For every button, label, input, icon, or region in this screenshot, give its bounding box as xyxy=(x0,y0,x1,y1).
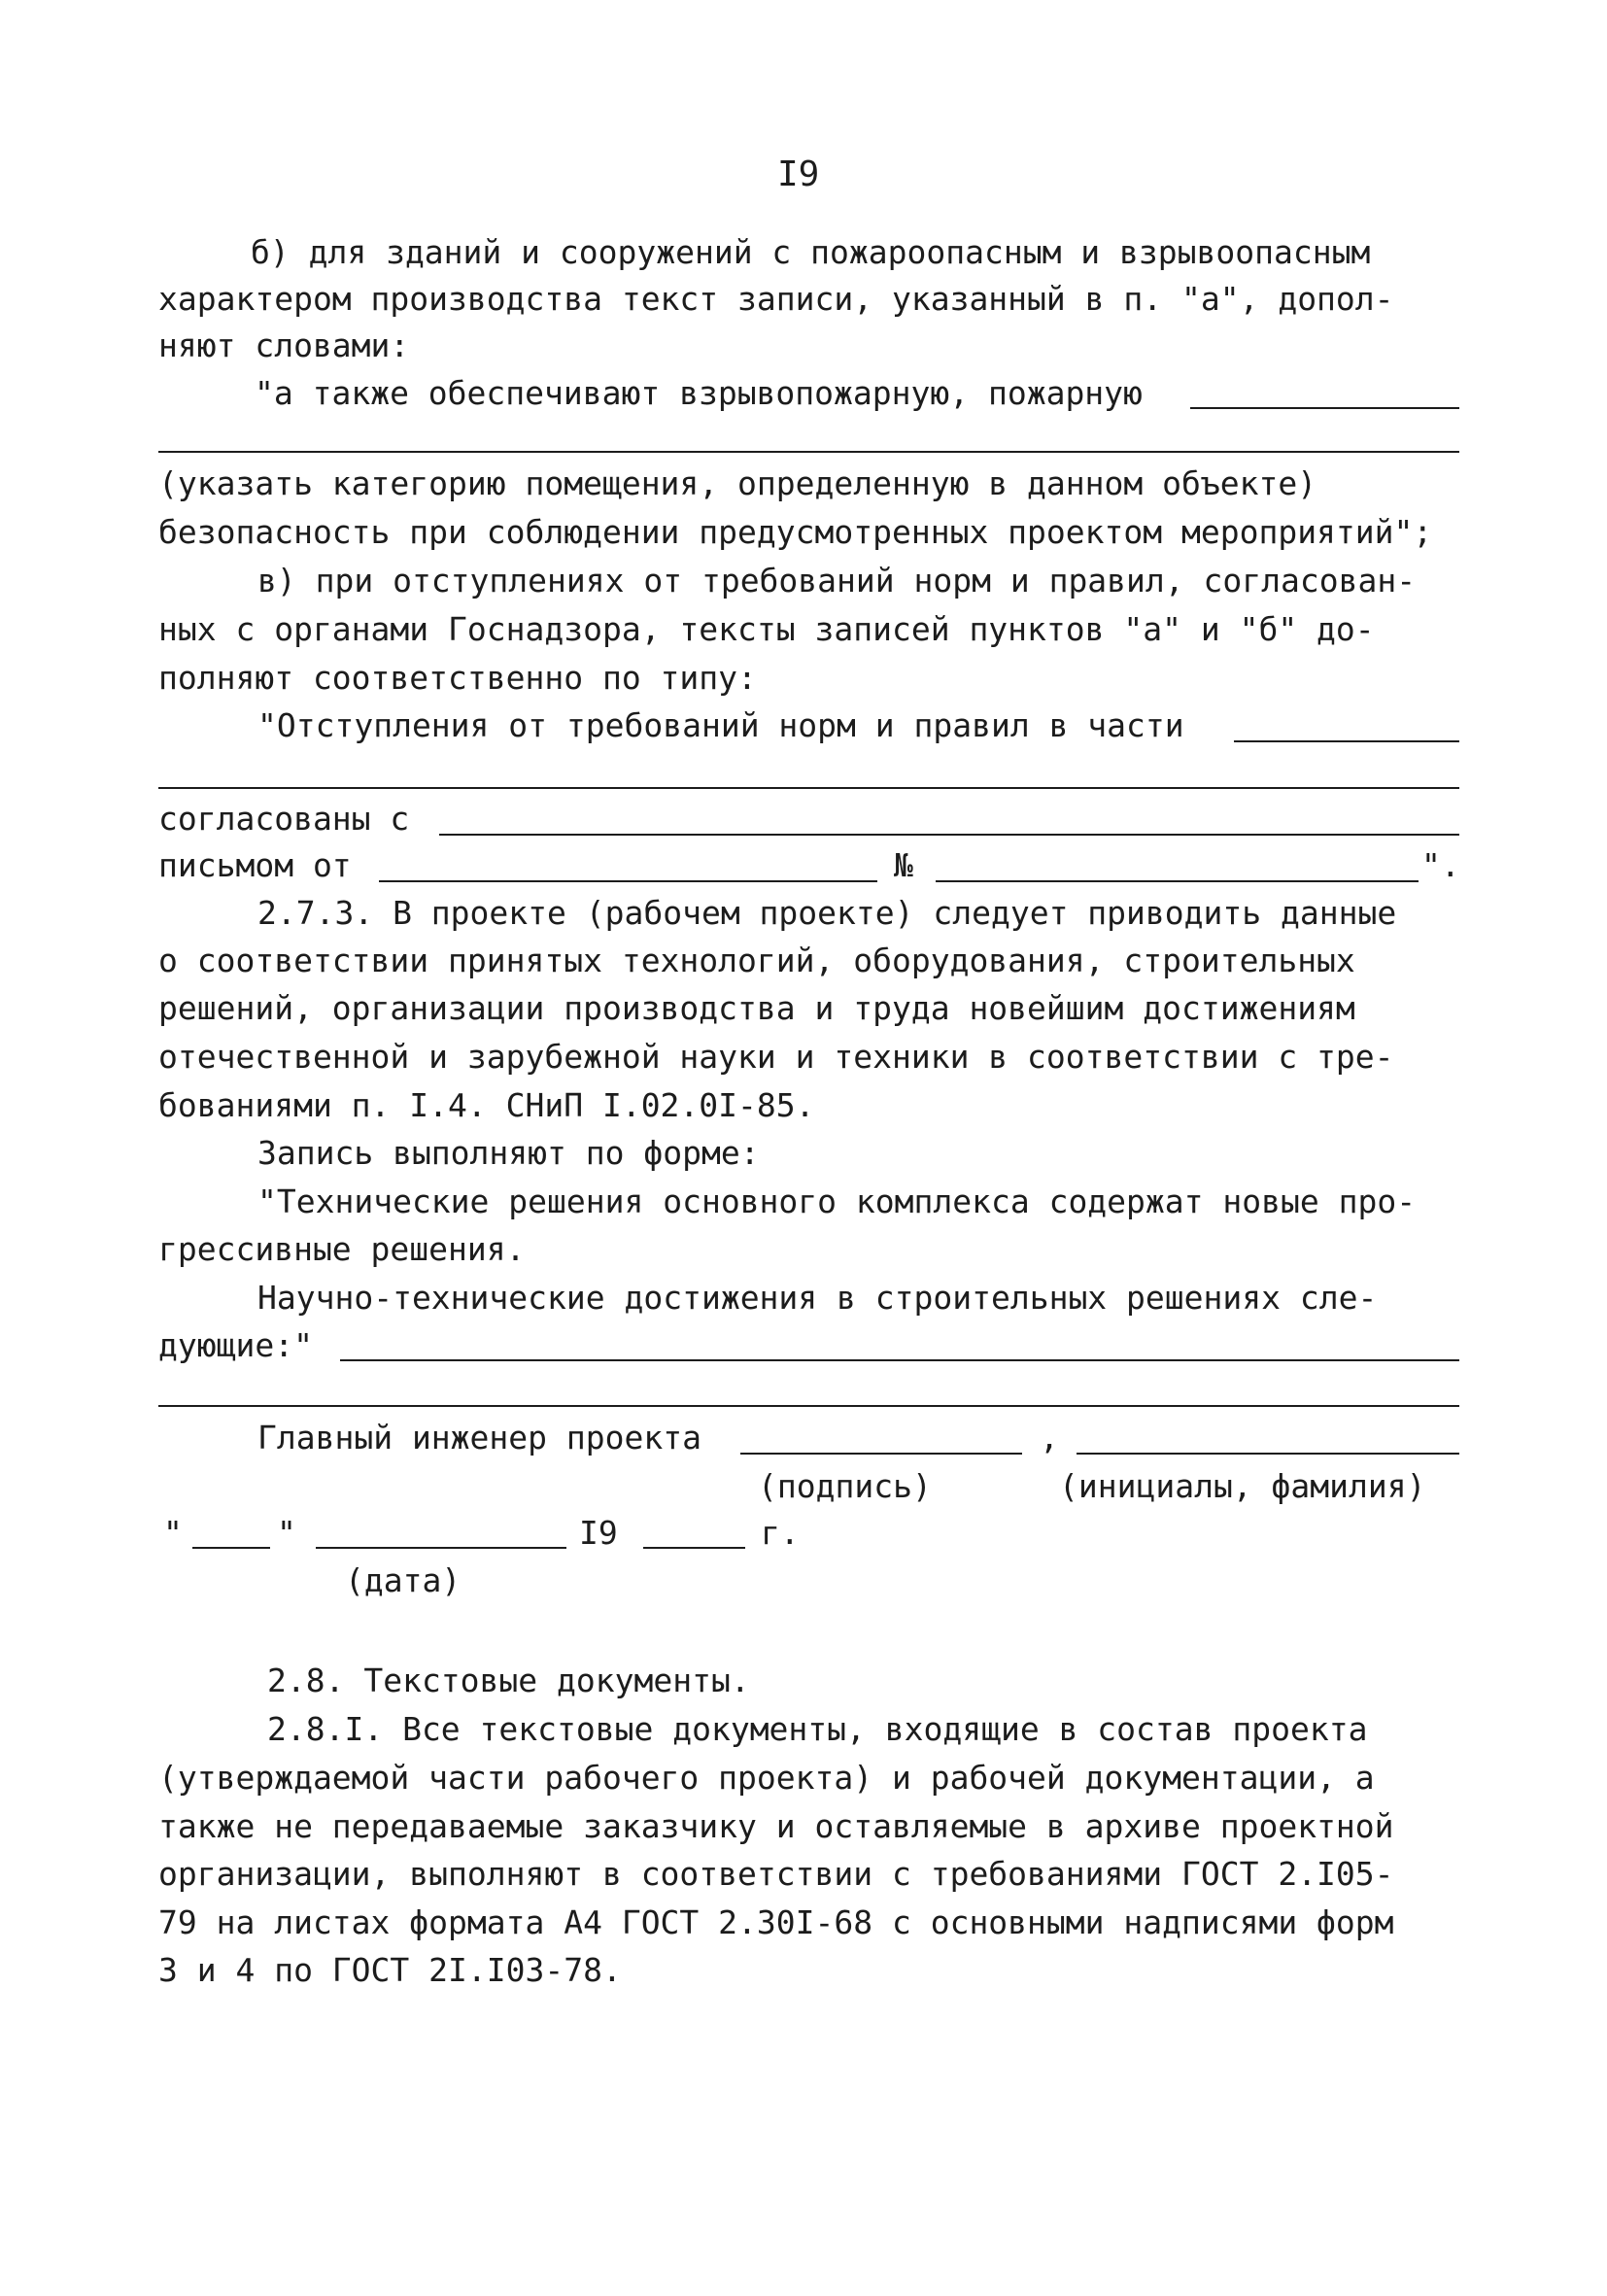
signature-caption: (подпись) xyxy=(758,1467,932,1505)
text-line: б) для зданий и сооружений с пожароопасным и взрывоопасным xyxy=(251,233,1371,271)
blank-line xyxy=(439,834,1459,836)
page-number: I9 xyxy=(777,154,820,194)
blank-line xyxy=(340,1359,1459,1361)
text-line: няют словами: xyxy=(158,326,410,364)
blank-line xyxy=(379,880,877,882)
name-caption: (инициалы, фамилия) xyxy=(1059,1467,1426,1505)
text-line: характером производства текст записи, указанный в п. "а", допол- xyxy=(158,280,1394,318)
date-caption: (дата) xyxy=(345,1561,462,1599)
text-line: Запись выполняют по форме: xyxy=(257,1134,760,1172)
text-line: решений, организации производства и труда новейшим достижениям xyxy=(158,989,1355,1027)
year-prefix: I9 xyxy=(579,1514,618,1552)
year-line xyxy=(643,1547,745,1549)
text-line: 2.8.I. Все текстовые документы, входящие в состав проекта xyxy=(267,1710,1368,1748)
text-line: 2.7.3. В проекте (рабочем проекте) следует приводить данные xyxy=(257,894,1397,932)
day-line xyxy=(192,1547,270,1549)
blank-line xyxy=(158,787,1459,789)
text-line: в) при отступлениях от требований норм и правил, согласован- xyxy=(257,562,1417,600)
date-quote-close: " xyxy=(277,1514,296,1552)
name-line xyxy=(1077,1453,1459,1455)
blank-line xyxy=(1190,407,1459,409)
number-sign: № xyxy=(894,846,913,884)
text-line: (указать категорию помещения, определенную в данном объекте) xyxy=(158,464,1317,502)
text-line: ных с органами Госнадзора, тексты записей пунктов "а" и "б" до- xyxy=(158,610,1375,648)
blank-line xyxy=(936,880,1419,882)
text-line: 79 на листах формата А4 ГОСТ 2.30I-68 с основными надписями форм xyxy=(158,1903,1394,1941)
text-line: письмом от xyxy=(158,846,352,884)
text-line: также не передаваемые заказчику и оставляемые в архиве проектной xyxy=(158,1807,1394,1845)
section-heading: 2.8. Текстовые документы. xyxy=(267,1662,750,1699)
signature-line xyxy=(740,1453,1022,1455)
month-line xyxy=(316,1547,566,1549)
text-line: безопасность при соблюдении предусмотренных проектом мероприятий"; xyxy=(158,513,1433,551)
blank-line xyxy=(158,1405,1459,1407)
text-line: 3 и 4 по ГОСТ 2I.I03-78. xyxy=(158,1951,622,1989)
text-line: о соответствии принятых технологий, оборудования, строительных xyxy=(158,942,1355,979)
text-line: отечественной и зарубежной науки и техники в соответствии с тре- xyxy=(158,1038,1394,1076)
closing-quote: ". xyxy=(1421,846,1460,884)
blank-line xyxy=(1234,740,1459,742)
text-line: согласованы с xyxy=(158,800,410,838)
text-line: дующие:" xyxy=(158,1326,313,1364)
date-quote-open: " xyxy=(163,1514,183,1552)
text-line: "Технические решения основного комплекса содержат новые про- xyxy=(257,1182,1417,1220)
text-line: полняют соответственно по типу: xyxy=(158,659,757,697)
comma: , xyxy=(1040,1419,1059,1456)
text-line: (утверждаемой части рабочего проекта) и рабочей документации, а xyxy=(158,1759,1375,1797)
text-line: организации, выполняют в соответствии с требованиями ГОСТ 2.I05- xyxy=(158,1855,1394,1893)
text-line: "Отступления от требований норм и правил в части xyxy=(257,706,1184,744)
text-line: Научно-технические достижения в строительных решениях сле- xyxy=(257,1279,1378,1317)
text-line: грессивные решения. xyxy=(158,1230,526,1268)
text-line: бованиями п. I.4. СНиП I.02.0I-85. xyxy=(158,1086,815,1124)
year-suffix: г. xyxy=(761,1514,800,1552)
text-line: "а также обеспечивают взрывопожарную, пожарную xyxy=(255,374,1143,412)
chief-engineer-label: Главный инженер проекта xyxy=(257,1419,701,1456)
blank-line xyxy=(158,451,1459,453)
